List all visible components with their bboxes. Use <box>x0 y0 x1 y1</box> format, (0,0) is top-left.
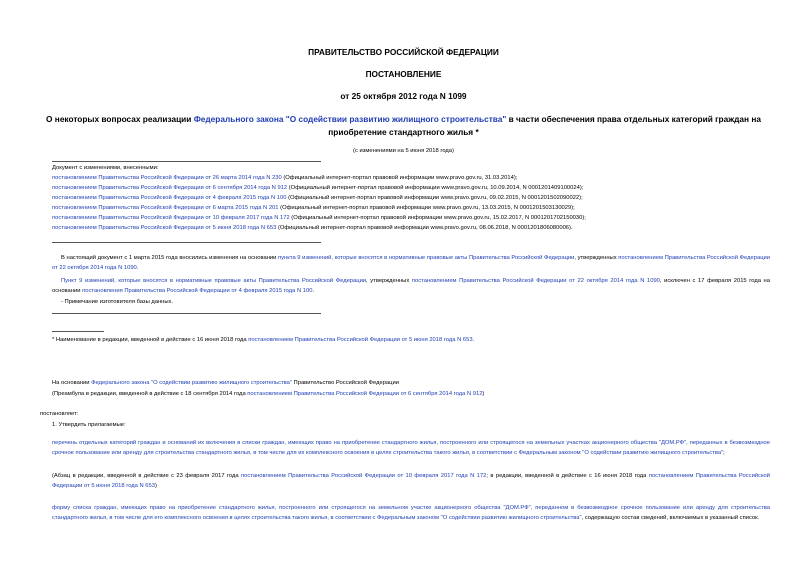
note-text: ; в редакции, введенной в действие с 16 июня 2018 года <box>486 473 649 479</box>
item-1: 1. Утвердить прилагаемые: <box>52 422 126 428</box>
note-text: . <box>136 265 139 271</box>
note-link[interactable]: Пункт 9 изменений, которые вносятся в нормативные правовые акты Правительства Российской Федерации <box>61 278 367 284</box>
note-link[interactable]: постановлением Правительства Российской Федерации от 5 июня 2018 года N 653 <box>52 473 771 489</box>
basis-paragraph <box>52 378 399 388</box>
change-source: (Официальный интернет-портал правовой информации www.pravo.gov.ru, 08.06.2018, N 0001201806080006). <box>276 225 573 231</box>
revision-subtitle: (с изменениями на 5 июня 2018 года) <box>353 148 454 154</box>
change-link[interactable]: постановлением Правительства Российской Федерации от 26 марта 2014 года N 230 <box>52 175 282 181</box>
change-item <box>52 213 586 223</box>
change-source: (Официальный интернет-портал правовой информации www.pravo.gov.ru, 15.02.2017, N 0001201702150030); <box>289 215 586 221</box>
list-text: ; <box>723 450 725 456</box>
editor-note-2 <box>52 276 770 296</box>
note-link[interactable]: постановлением Правительства Российской Федерации от 10 февраля 2017 года N 172 <box>241 473 487 479</box>
title-text-start: О некоторых вопросах реализации <box>46 114 194 124</box>
note-text: В настоящий документ с 1 марта 2015 года вносились изменения на основании <box>61 255 279 261</box>
document-date-heading: от 25 октября 2012 года N 1099 <box>340 91 467 101</box>
note-text: , утвержденных <box>366 278 412 284</box>
separator-line <box>52 242 321 243</box>
separator-line <box>52 161 321 162</box>
change-source: (Официальный интернет-портал правовой информации www.pravo.gov.ru, 09.02.2015, N 0001201502090022); <box>286 195 583 201</box>
note-link[interactable]: пункта 9 изменений, которые вносятся в нормативные правовые акты Правительства Российской Федерации <box>278 255 575 261</box>
note-link[interactable]: постановлением Правительства Российской Федерации от 22 октября 2014 года N 1090 <box>52 255 770 271</box>
change-item <box>52 223 573 233</box>
change-item <box>52 193 583 203</box>
change-item <box>52 203 575 213</box>
change-link[interactable]: постановлением Правительства Российской Федерации от 10 февраля 2017 года N 172 <box>52 215 290 221</box>
basis-text: Правительство Российской Федерации <box>291 380 399 386</box>
law-link[interactable]: Федеральным законом "О содействии развитию жилищного строительства" <box>518 450 724 456</box>
list-item-1-link[interactable]: перечень отдельных категорий граждан и оснований их включения в списки граждан, имеющих право на приобретение стандартного жилья, построенного или строящегося на земельных участках акционерного общества "ДОМ.РФ", переданных в безвозмездное срочное пользование или аренду для строительства стандартного жилья, в том числе для их комплексного освоения в целях строительства такого жилья, в соответствии с <box>52 440 770 456</box>
change-link[interactable]: постановлением Правительства Российской Федерации от 6 марта 2015 года N 201 <box>52 205 279 211</box>
change-link[interactable]: постановлением Правительства Российской Федерации от 4 февраля 2015 года N 100 <box>52 195 287 201</box>
preamble-note <box>52 389 484 399</box>
footnote-text: . <box>472 337 475 343</box>
footnote <box>52 335 474 345</box>
changes-intro: Документ с изменениями, внесенными: <box>52 165 159 171</box>
preamble-text: (Преамбула в редакции, введенной в действие с 18 сентября 2014 года <box>52 391 248 397</box>
change-item <box>52 173 517 183</box>
footnote-separator <box>52 331 104 332</box>
preamble-text: ) <box>482 391 485 397</box>
change-item <box>52 183 583 193</box>
document-title <box>40 113 767 139</box>
note-text: , утвержденных <box>574 255 619 261</box>
footnote-text: * Наименование в редакции, введенной в действие с 16 июня 2018 года <box>52 337 249 343</box>
note-text: , исключен с 17 февраля 2015 года на основании <box>52 278 770 294</box>
change-source: (Официальный интернет-портал правовой информации www.pravo.gov.ru, 10.09.2014, N 0001201409100024); <box>287 185 584 191</box>
preamble-link[interactable]: постановлением Правительства Российской Федерации от 6 сентября 2014 года N 912 <box>247 391 483 397</box>
list-text: , содержащую состав сведений, включаемых в указанный список. <box>581 515 760 521</box>
list-item-2-link[interactable]: форму списка граждан, имеющих право на приобретение стандартного жилья, построенного или строящегося на земельном участке акционерного общества "ДОМ.РФ", переданном в безвозмездное срочное пользование или аренду для строительства стандартного жилья, в том числе для его комплексного освоения в целях строительства такого жилья, в соответствии с Федеральным законом "О содействии развитию жилищного строительства" <box>52 505 770 521</box>
basis-law-link[interactable]: Федерального закона "О содействии развитию жилищного строительства" <box>91 380 292 386</box>
government-heading: ПРАВИТЕЛЬСТВО РОССИЙСКОЙ ФЕДЕРАЦИИ <box>308 47 499 57</box>
list-item-2 <box>52 503 770 523</box>
title-law-link[interactable]: Федерального закона "О содействии развитию жилищного строительства" <box>193 114 507 124</box>
separator-line <box>52 313 321 314</box>
title-text-end: в части обеспечения права отдельных категорий граждан на приобретение стандартного жилья * <box>328 114 761 137</box>
list-item-1 <box>52 438 770 458</box>
change-link[interactable]: постановлением Правительства Российской Федерации от 6 сентября 2014 года N 912 <box>52 185 288 191</box>
document-type-heading: ПОСТАНОВЛЕНИЕ <box>365 69 442 79</box>
note-text: . <box>312 288 315 294</box>
note-text: (Абзац в редакции, введенной в действие с 23 февраля 2017 года <box>52 473 242 479</box>
change-source: (Официальный интернет-портал правовой информации www.pravo.gov.ru, 13.03.2015, N 0001201503130029); <box>278 205 575 211</box>
list-item-1-note <box>52 471 770 491</box>
editor-note-1 <box>52 253 770 273</box>
note-link[interactable]: постановлением Правительства Российской Федерации от 22 октября 2014 года N 1090 <box>411 278 660 284</box>
change-source: (Официальный интернет-портал правовой информации www.pravo.gov.ru, 31.03.2014); <box>281 175 518 181</box>
note-link[interactable]: постановления Правительства Российской Федерации от 4 февраля 2015 года N 100 <box>82 288 313 294</box>
basis-text: На основании <box>52 380 92 386</box>
footnote-link[interactable]: постановлением Правительства Российской Федерации от 5 июня 2018 года N 653 <box>248 337 473 343</box>
change-link[interactable]: постановлением Правительства Российской Федерации от 5 июня 2018 года N 653 <box>52 225 277 231</box>
decree-word: постановляет: <box>40 411 79 417</box>
note-text: ) <box>154 483 157 489</box>
database-note: - Примечание изготовителя базы данных. <box>61 299 174 305</box>
